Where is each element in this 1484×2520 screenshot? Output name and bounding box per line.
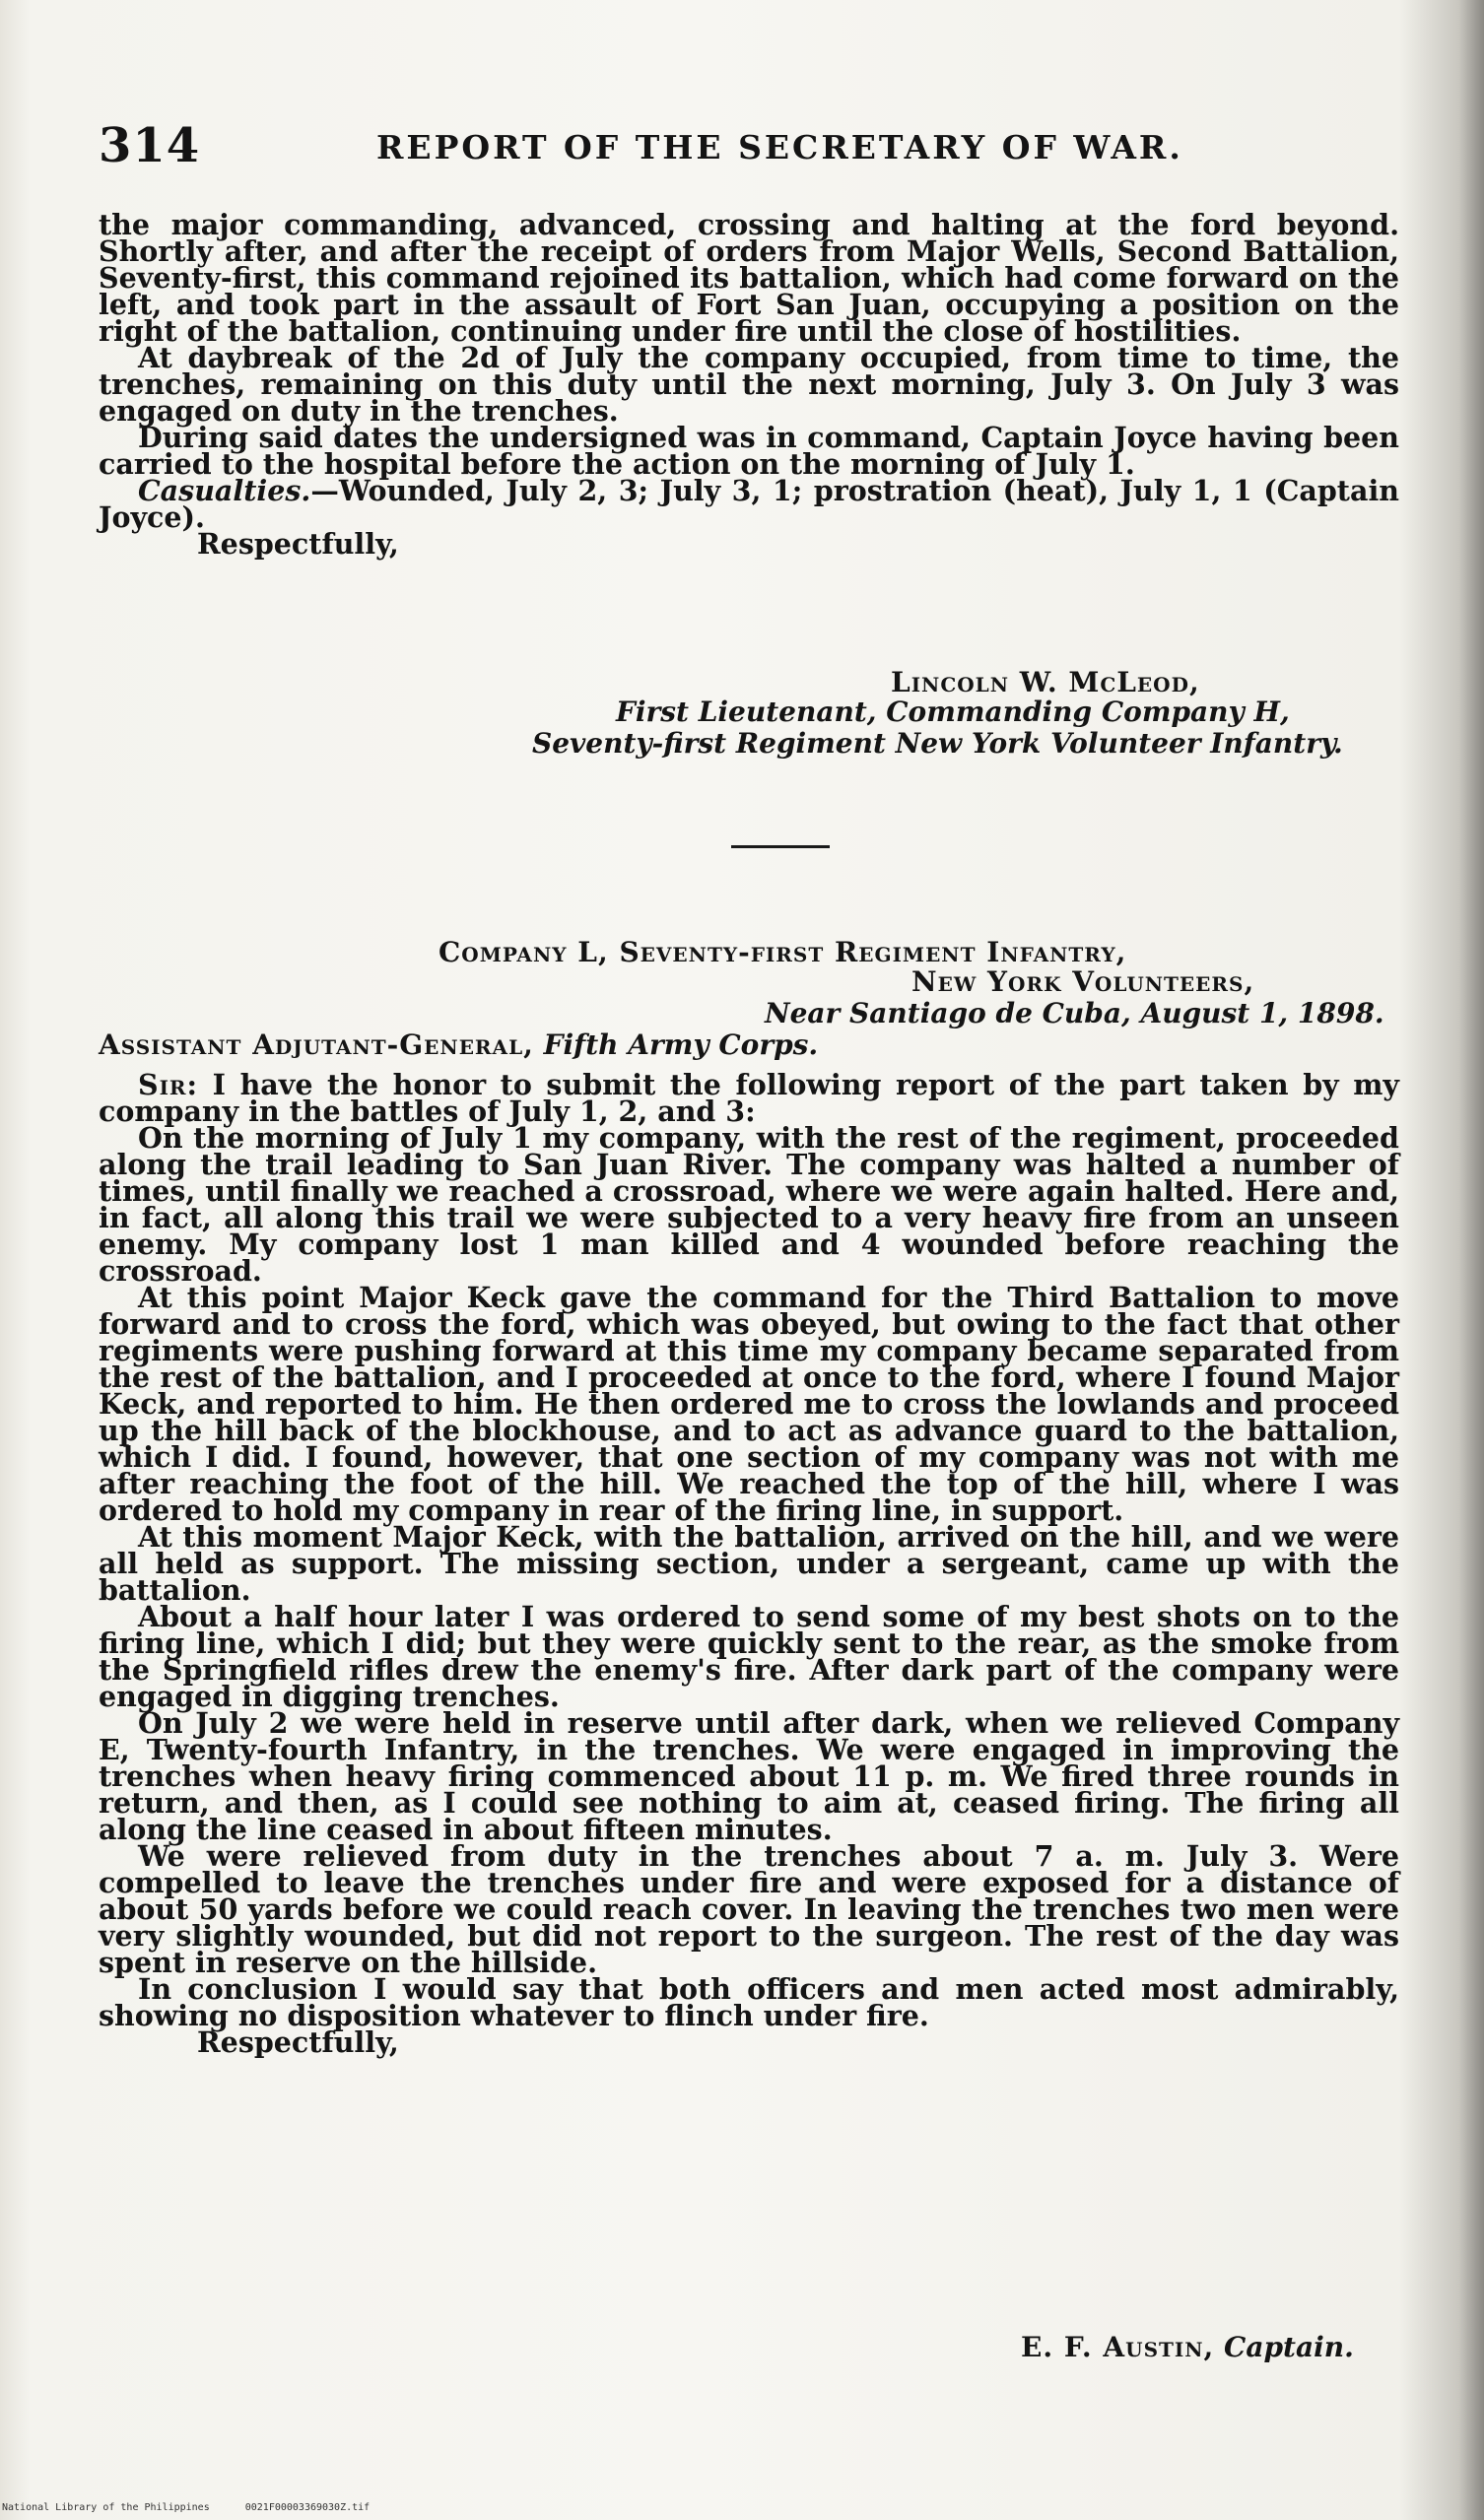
report-h-body: [99, 208, 1399, 561]
report-l-signature-name: E. F. Austin,: [1021, 2331, 1215, 2363]
report-h-closing: Respectfully,: [197, 527, 399, 561]
report-l-paragraph-7: We were relieved from duty in the trenches about 7 a. m. July 3. Were compelled to leave the trenches under fire and were exposed for a distance of about 50 yards before we could reach cover. In leaving the trenches two men were very slightly wounded, but did not report to the surgeon. The rest of the day was spent in reserve on the hillside.: [99, 1839, 1399, 1979]
footer-library: National Library of the Philippines: [2, 2502, 210, 2513]
report-l-signature-rank: Captain.: [1224, 2331, 1354, 2363]
report-l-paragraph-1-text: I have the honor to submit the following report of the part taken by my company in the battles of July 1, 2, and 3:: [99, 1068, 1399, 1128]
footer-file-id: 0021F00003369030Z.tif: [244, 2502, 371, 2513]
report-l-paragraph-5: About a half hour later I was ordered to send some of my best shots on to the firing line, which I did; but they were quickly sent to the rear, as the smoke from the Springfield rifles drew the enemy's fire. After dark part of the company were engaged in digging trenches.: [99, 1600, 1399, 1713]
report-h-paragraph-1: the major commanding, advanced, crossing and halting at the ford beyond. Shortly after, and after the receipt of orders from Major Wells, Second Battalion, Seventy-first, this command rejoined its battalion, which had come forward on the left, and took part in the assault of Fort San Juan, occupying a position on the right of the battalion, continuing under fire until the close of hostilities.: [99, 208, 1399, 348]
report-l-body: [99, 1068, 1399, 2059]
section-divider: [731, 845, 830, 848]
report-l-paragraph-1: [99, 1068, 1399, 1128]
report-h-paragraph-2: At daybreak of the 2d of July the company occupied, from time to time, the trenches, remaining on this duty until the next morning, July 3. On July 3 was engaged on duty in the trenches.: [99, 341, 1399, 428]
addressee-unit: Fifth Army Corps.: [543, 1028, 819, 1061]
page-header: [89, 118, 1419, 177]
report-l-heading-line-1: Company L, Seventy-first Regiment Infantry,: [438, 936, 1127, 968]
report-l-paragraph-8: In conclusion I would say that both officers and men acted most admirably, showing no disposition whatever to flinch under fire.: [99, 1972, 1399, 2032]
report-l-place-date: Near Santiago de Cuba, August 1, 1898.: [765, 997, 1384, 1029]
casualties-label: Casualties.: [138, 474, 311, 507]
scan-footer: [2, 2502, 399, 2513]
report-l-closing: Respectfully,: [197, 2025, 399, 2059]
report-l-paragraph-4: At this moment Major Keck, with the battalion, arrived on the hill, and we were all held as support. The missing section, under a sergeant, came up with the battalion.: [99, 1520, 1399, 1607]
page-number: 314: [99, 118, 201, 173]
report-l-paragraph-6: On July 2 we were held in reserve until after dark, when we relieved Company E, Twenty-fourth Infantry, in the trenches. We were engaged in improving the trenches when heavy firing commenced about 11 p. m. We fired three rounds in return, and then, as I could see nothing to aim at, ceased firing. The firing all along the line ceased in about fifteen minutes.: [99, 1706, 1399, 1846]
report-h-signature-title-1: First Lieutenant, Commanding Company H,: [616, 696, 1290, 728]
addressee-name: Assistant Adjutant-General,: [99, 1028, 534, 1061]
running-head: REPORT OF THE SECRETARY OF WAR.: [376, 128, 1183, 166]
report-l-paragraph-2: On the morning of July 1 my company, with the rest of the regiment, proceeded along the trail leading to San Juan River. The company was halted a number of times, until finally we reached a crossroad, where we were again halted. Here and, in fact, all along this trail we were subjected to a very heavy fire from an unseen enemy. My company lost 1 man killed and 4 wounded before reaching the crossroad.: [99, 1121, 1399, 1288]
report-h-paragraph-3: During said dates the undersigned was in command, Captain Joyce having been carried to the hospital before the action on the morning of July 1.: [99, 421, 1399, 481]
report-h-signature-title-2: Seventy-first Regiment New York Volunteer Infantry.: [532, 727, 1343, 760]
casualties-text: —Wounded, July 2, 3; July 3, 1; prostration (heat), July 1, 1 (Captain Joyce).: [99, 474, 1399, 534]
report-l-paragraph-3: At this point Major Keck gave the command for the Third Battalion to move forward and to cross the ford, which was obeyed, but owing to the fact that other regiments were pushing forward at this time my company became separated from the rest of the battalion, and I proceeded at once to the ford, where I found Major Keck, and reported to him. He then ordered me to cross the lowlands and proceed up the hill back of the blockhouse, and to act as advance guard to the battalion, which I did. I found, however, that one section of my company was not with me after reaching the foot of the hill. We reached the top of the hill, where I was ordered to hold my company in rear of the firing line, in support.: [99, 1281, 1399, 1527]
report-l-signature: [1021, 2331, 1354, 2363]
report-l-heading-line-2: New York Volunteers,: [911, 965, 1255, 998]
report-l-addressee: [99, 1028, 818, 1061]
report-h-casualties: [99, 474, 1399, 534]
salutation: Sir:: [138, 1068, 199, 1101]
report-h-signature-name: Lincoln W. McLeod,: [891, 666, 1200, 698]
